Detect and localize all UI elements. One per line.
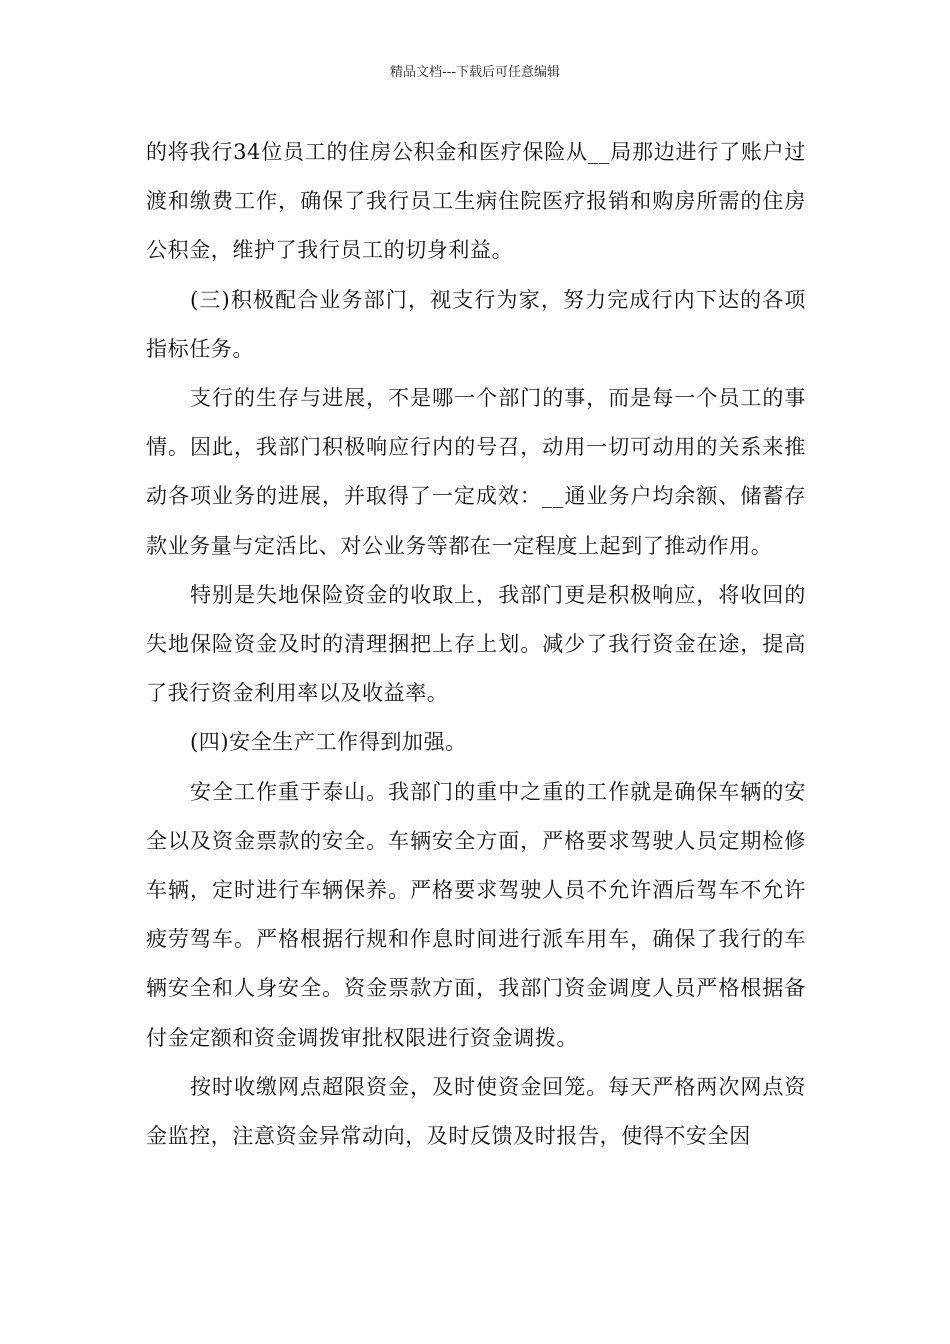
paragraph-7: 按时收缴网点超限资金，及时使资金回笼。每天严格两次网点资金监控，注意资金异常动向，及时反馈及时报告，使得不安全因 <box>146 1074 806 1149</box>
paragraph-3: 支行的生存与进展，不是哪一个部门的事，而是每一个员工的事情。因此，我部门积极响应行内的号召，动用一切可动用的关系来推动各项业务的进展，并取得了一定成效：__通业务户均余额、储蓄存款业务量与定活比、对公业务等都在一定程度上起到了推动作用。 <box>146 386 806 558</box>
paragraph-5: (四)安全生产工作得到加强。 <box>190 730 467 755</box>
paragraph-2: (三)积极配合业务部门，视支行为家，努力完成行内下达的各项指标任务。 <box>146 287 806 361</box>
page-header: 精品文档---下载后可任意编辑 <box>389 65 561 80</box>
paragraph-6: 安全工作重于泰山。我部门的重中之重的工作就是确保车辆的安全以及资金票款的安全。车辆安全方面，严格要求驾驶人员定期检修车辆，定时进行车辆保养。严格要求驾驶人员不允许酒后驾车不允许疲劳驾车。严格根据行规和作息时间进行派车用车，确保了我行的车辆安全和人身安全。资金票款方面，我部门资金调度人员严格根据备付金定额和资金调拨审批权限进行资金调拨。 <box>146 779 806 1050</box>
paragraph-4: 特别是失地保险资金的收取上，我部门更是积极响应，将收回的失地保险资金及时的清理捆把上存上划。减少了我行资金在途，提高了我行资金利用率以及收益率。 <box>146 582 806 706</box>
paragraph-1: 的将我行34位员工的住房公积金和医疗保险从__局那边进行了账户过渡和缴费工作，确保了我行员工生病住院医疗报销和购房所需的住房公积金，维护了我行员工的切身利益。 <box>146 140 806 263</box>
document-body <box>146 128 806 1161</box>
